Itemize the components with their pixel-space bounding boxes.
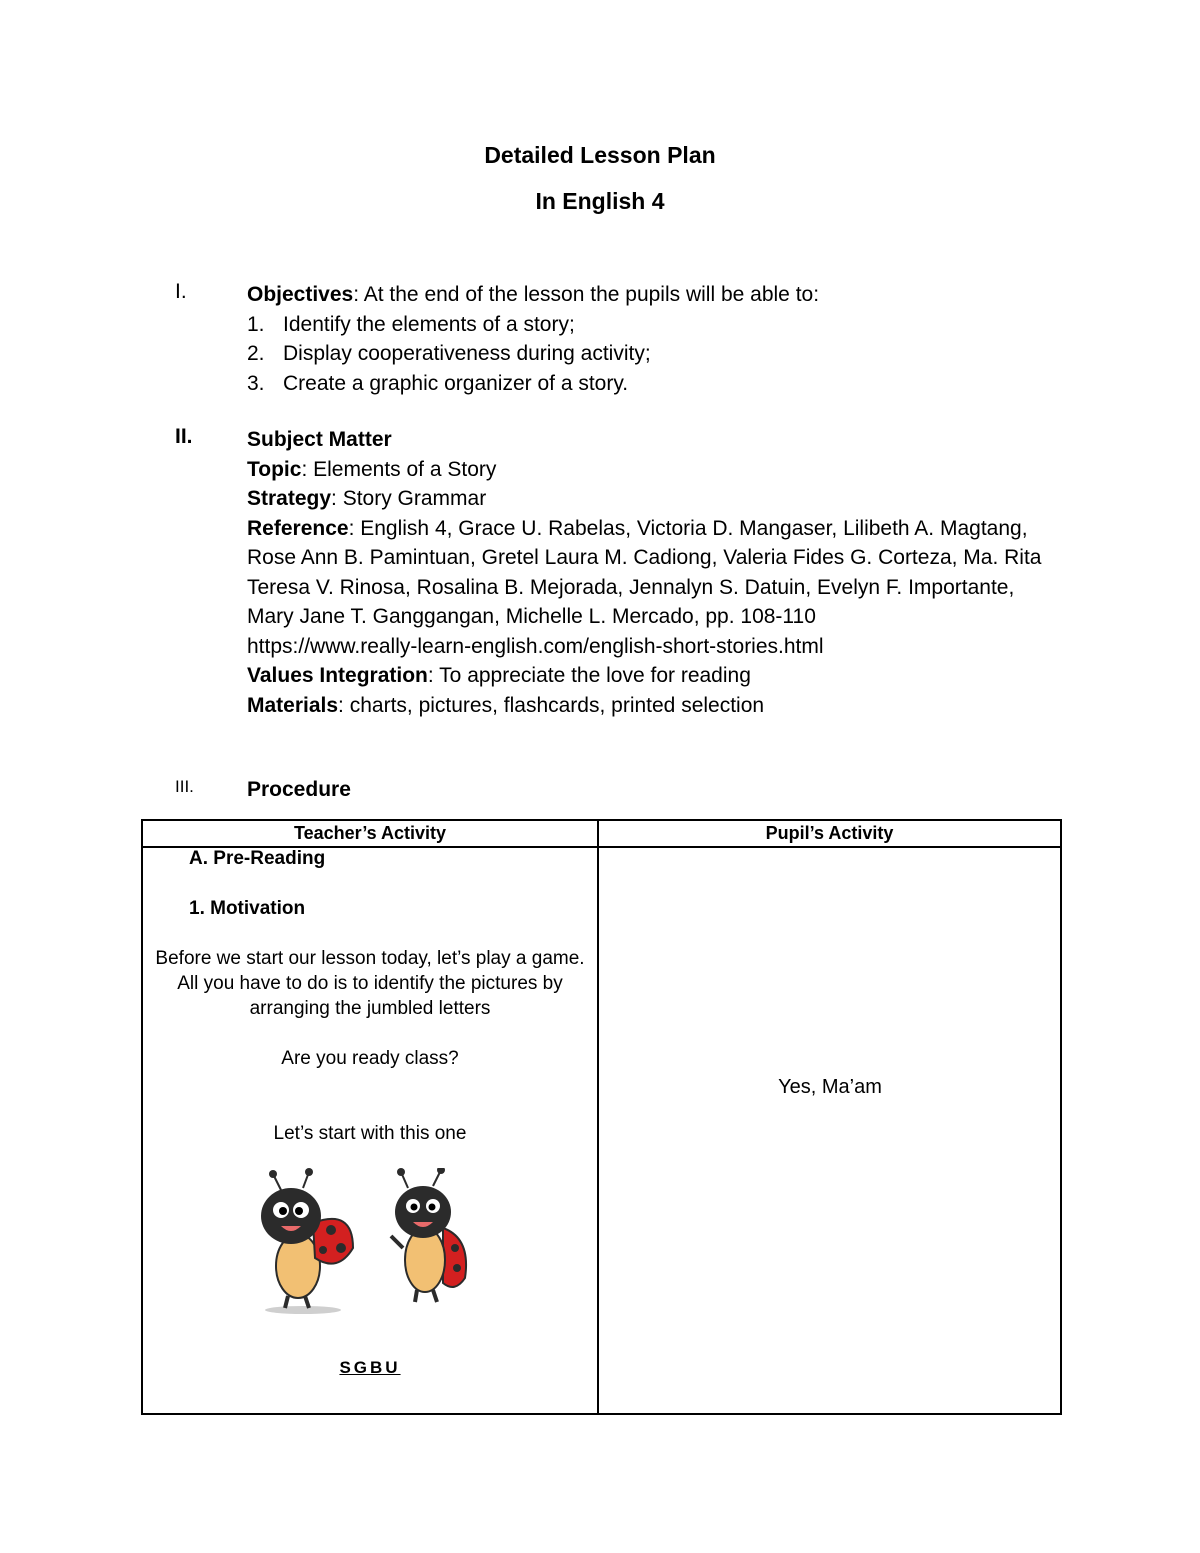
pupil-answer: Yes, Ma’am [778,1076,882,1098]
reference-label: Reference [247,516,349,540]
strategy-label: Strategy [247,487,332,510]
ready-prompt: Are you ready class? [281,1048,459,1069]
procedure-label: Procedure [247,778,351,801]
document-title: Detailed Lesson Plan [484,142,716,168]
list-item: 3. Create a graphic organizer of a story. [247,371,629,395]
topic-label: Topic [247,457,302,481]
list-item: 2. Display cooperativeness during activity; [247,342,651,365]
teacher-column-header: Teacher’s Activity [142,820,598,847]
teacher-activity-cell [142,847,598,1414]
document-subtitle: In English 4 [535,188,665,214]
pre-reading-heading: A. Pre-Reading [189,848,326,869]
strategy-value: : Story Grammar [331,487,487,510]
pupil-activity-cell [598,847,1061,1414]
objectives-label: Objectives [247,283,354,306]
materials-value: : charts, pictures, flashcards, printed selection [338,693,765,717]
jumbled-letters: SGBU [339,1358,401,1377]
procedure-table [141,819,1062,1415]
list-item: 1. Identify the elements of a story; [247,312,575,336]
objectives-list [247,310,1077,399]
values-value: : To appreciate the love for reading [427,664,751,687]
ladybug-icon [261,1168,353,1314]
subject-matter-label: Subject Matter [247,428,392,451]
objectives-intro: : At the end of the lesson the pupils will be able to: [353,283,820,306]
subject-matter-body [247,425,1062,720]
pupil-column-header: Pupil’s Activity [598,820,1061,847]
motivation-heading: 1. Motivation [189,898,306,919]
topic-value: : Elements of a Story [301,457,497,481]
section-numeral: III. [175,777,194,796]
reference-value: : English 4, Grace U. Rabelas, Victoria D. Mangaser, Lilibeth A. Magtang, Rose Ann B. Pamintuan, Gretel Laura M. Cadiong, Valeria Fides G. Corteza, Ma. Rita Teresa V. Rinosa, Rosalina B. Mejorada, Jennalyn S. Datuin, Evelyn F. Importante, Mary Jane T. Ganggangan, Michelle L. Mercado, pp. 108-110 [247,516,1042,628]
section-numeral: II. [175,425,193,448]
ladybug-illustration [243,1168,483,1318]
reference-url[interactable]: https://www.really-learn-english.com/english-short-stories.html [247,634,824,658]
section-numeral: I. [175,280,187,303]
intro-paragraph: Before we start our lesson today, let’s play a game. All you have to do is to identify the pictures by arranging the jumbled letters [155,948,585,1019]
values-label: Values Integration [247,664,428,687]
ladybug-icon [391,1168,466,1302]
start-prompt: Let’s start with this one [273,1123,467,1144]
materials-label: Materials [247,693,339,717]
objectives-body [247,280,1077,398]
